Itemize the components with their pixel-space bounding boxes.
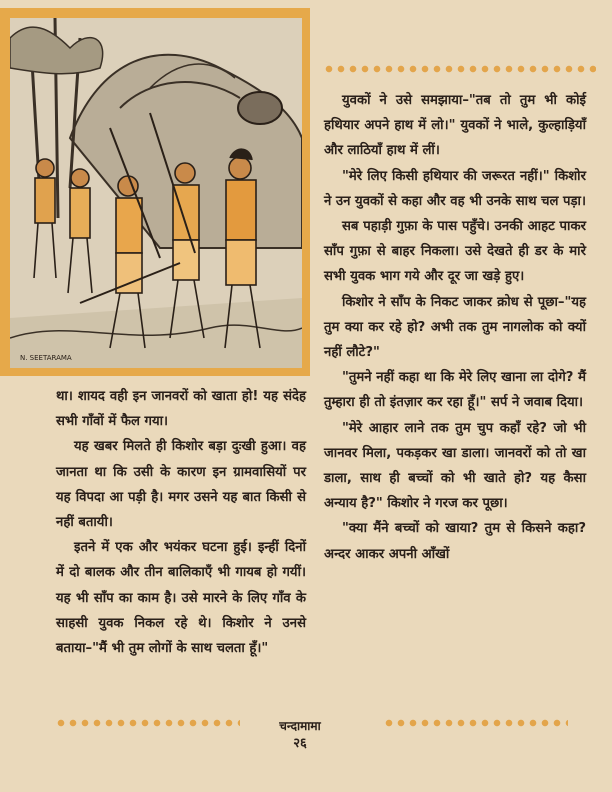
illustration-drawing (10, 18, 302, 368)
paragraph: इतने में एक और भयंकर घटना हुई। इन्हीं दिनों में दो बालक और तीन बालिकाएँ भी गायब हो गयीं। यह भी साँप का काम है। उसे मारने के लिए गाँव के साहसी युवक निकल रहे थे। किशोर ने उनसे बताया–"मैं भी तुम लोगों के साथ चलता हूँ।" (56, 540, 306, 657)
paragraph: यह खबर मिलते ही किशोर बड़ा दुःखी हुआ। वह जानता था कि उसी के कारण इन ग्रामवासियों पर यह विपदा आ पड़ी है। मगर उसने यह बात किसी से नहीं बतायी। (56, 439, 306, 531)
footer-ornament-right (384, 718, 568, 728)
magazine-name: चन्दामामा (279, 719, 321, 733)
right-text-column (324, 88, 586, 567)
paragraph: सब पहाड़ी गुफ़ा के पास पहुँचे। उनकी आहट पाकर साँप गुफ़ा से बाहर निकला। उसे देखते ही डर के मारे सभी युवक भाग गये और दूर जा खड़े हुए। (324, 219, 586, 285)
paragraph: था। शायद वही इन जानवरों को खाता हो! यह संदेह सभी गाँवों में फैल गया। (56, 389, 306, 430)
paragraph: युवकों ने उसे समझाया–"तब तो तुम भी कोई हथियार अपने हाथ में लो।" युवकों ने भाले, कुल्हाड़ियाँ और लाठियाँ हाथ में लीं। (324, 93, 586, 159)
story-illustration (10, 18, 302, 368)
illustration-frame (0, 8, 310, 376)
paragraph: "तुमने नहीं कहा था कि मेरे लिए खाना ला दोगे? मैं तुम्हारा ही तो इंतज़ार कर रहा हूँ।" सर्प ने जवाब दिया। (324, 370, 586, 411)
artist-signature: N. SEETARAMA (20, 354, 72, 362)
paragraph: "मेरे आहार लाने तक तुम चुप कहाँ रहे? जो भी जानवर मिला, पकड़कर खा डाला। जानवरों को तो खा डाला, साथ ही बच्चों को भी खाते हो? यह कैसा अन्याय है?" किशोर ने गरज कर पूछा। (324, 420, 586, 512)
paragraph: "क्या मैंने बच्चों को खाया? तुम से किसने कहा? अन्दर आकर अपनी आँखों (324, 521, 586, 562)
footer-ornament-left (56, 718, 240, 728)
left-text-column (56, 384, 306, 661)
top-ornament-band (324, 64, 596, 74)
page-number: २६ (293, 736, 307, 751)
paragraph: किशोर ने साँप के निकट जाकर क्रोध से पूछा–"यह तुम क्या कर रहे हो? अभी तक तुम नागलोक को क्यों नहीं लौटे?" (324, 294, 586, 361)
paragraph: "मेरे लिए किसी हथियार की जरूरत नहीं।" किशोर ने उन युवकों से कहा और वह भी उनके साथ चल पड़ा। (324, 168, 586, 209)
